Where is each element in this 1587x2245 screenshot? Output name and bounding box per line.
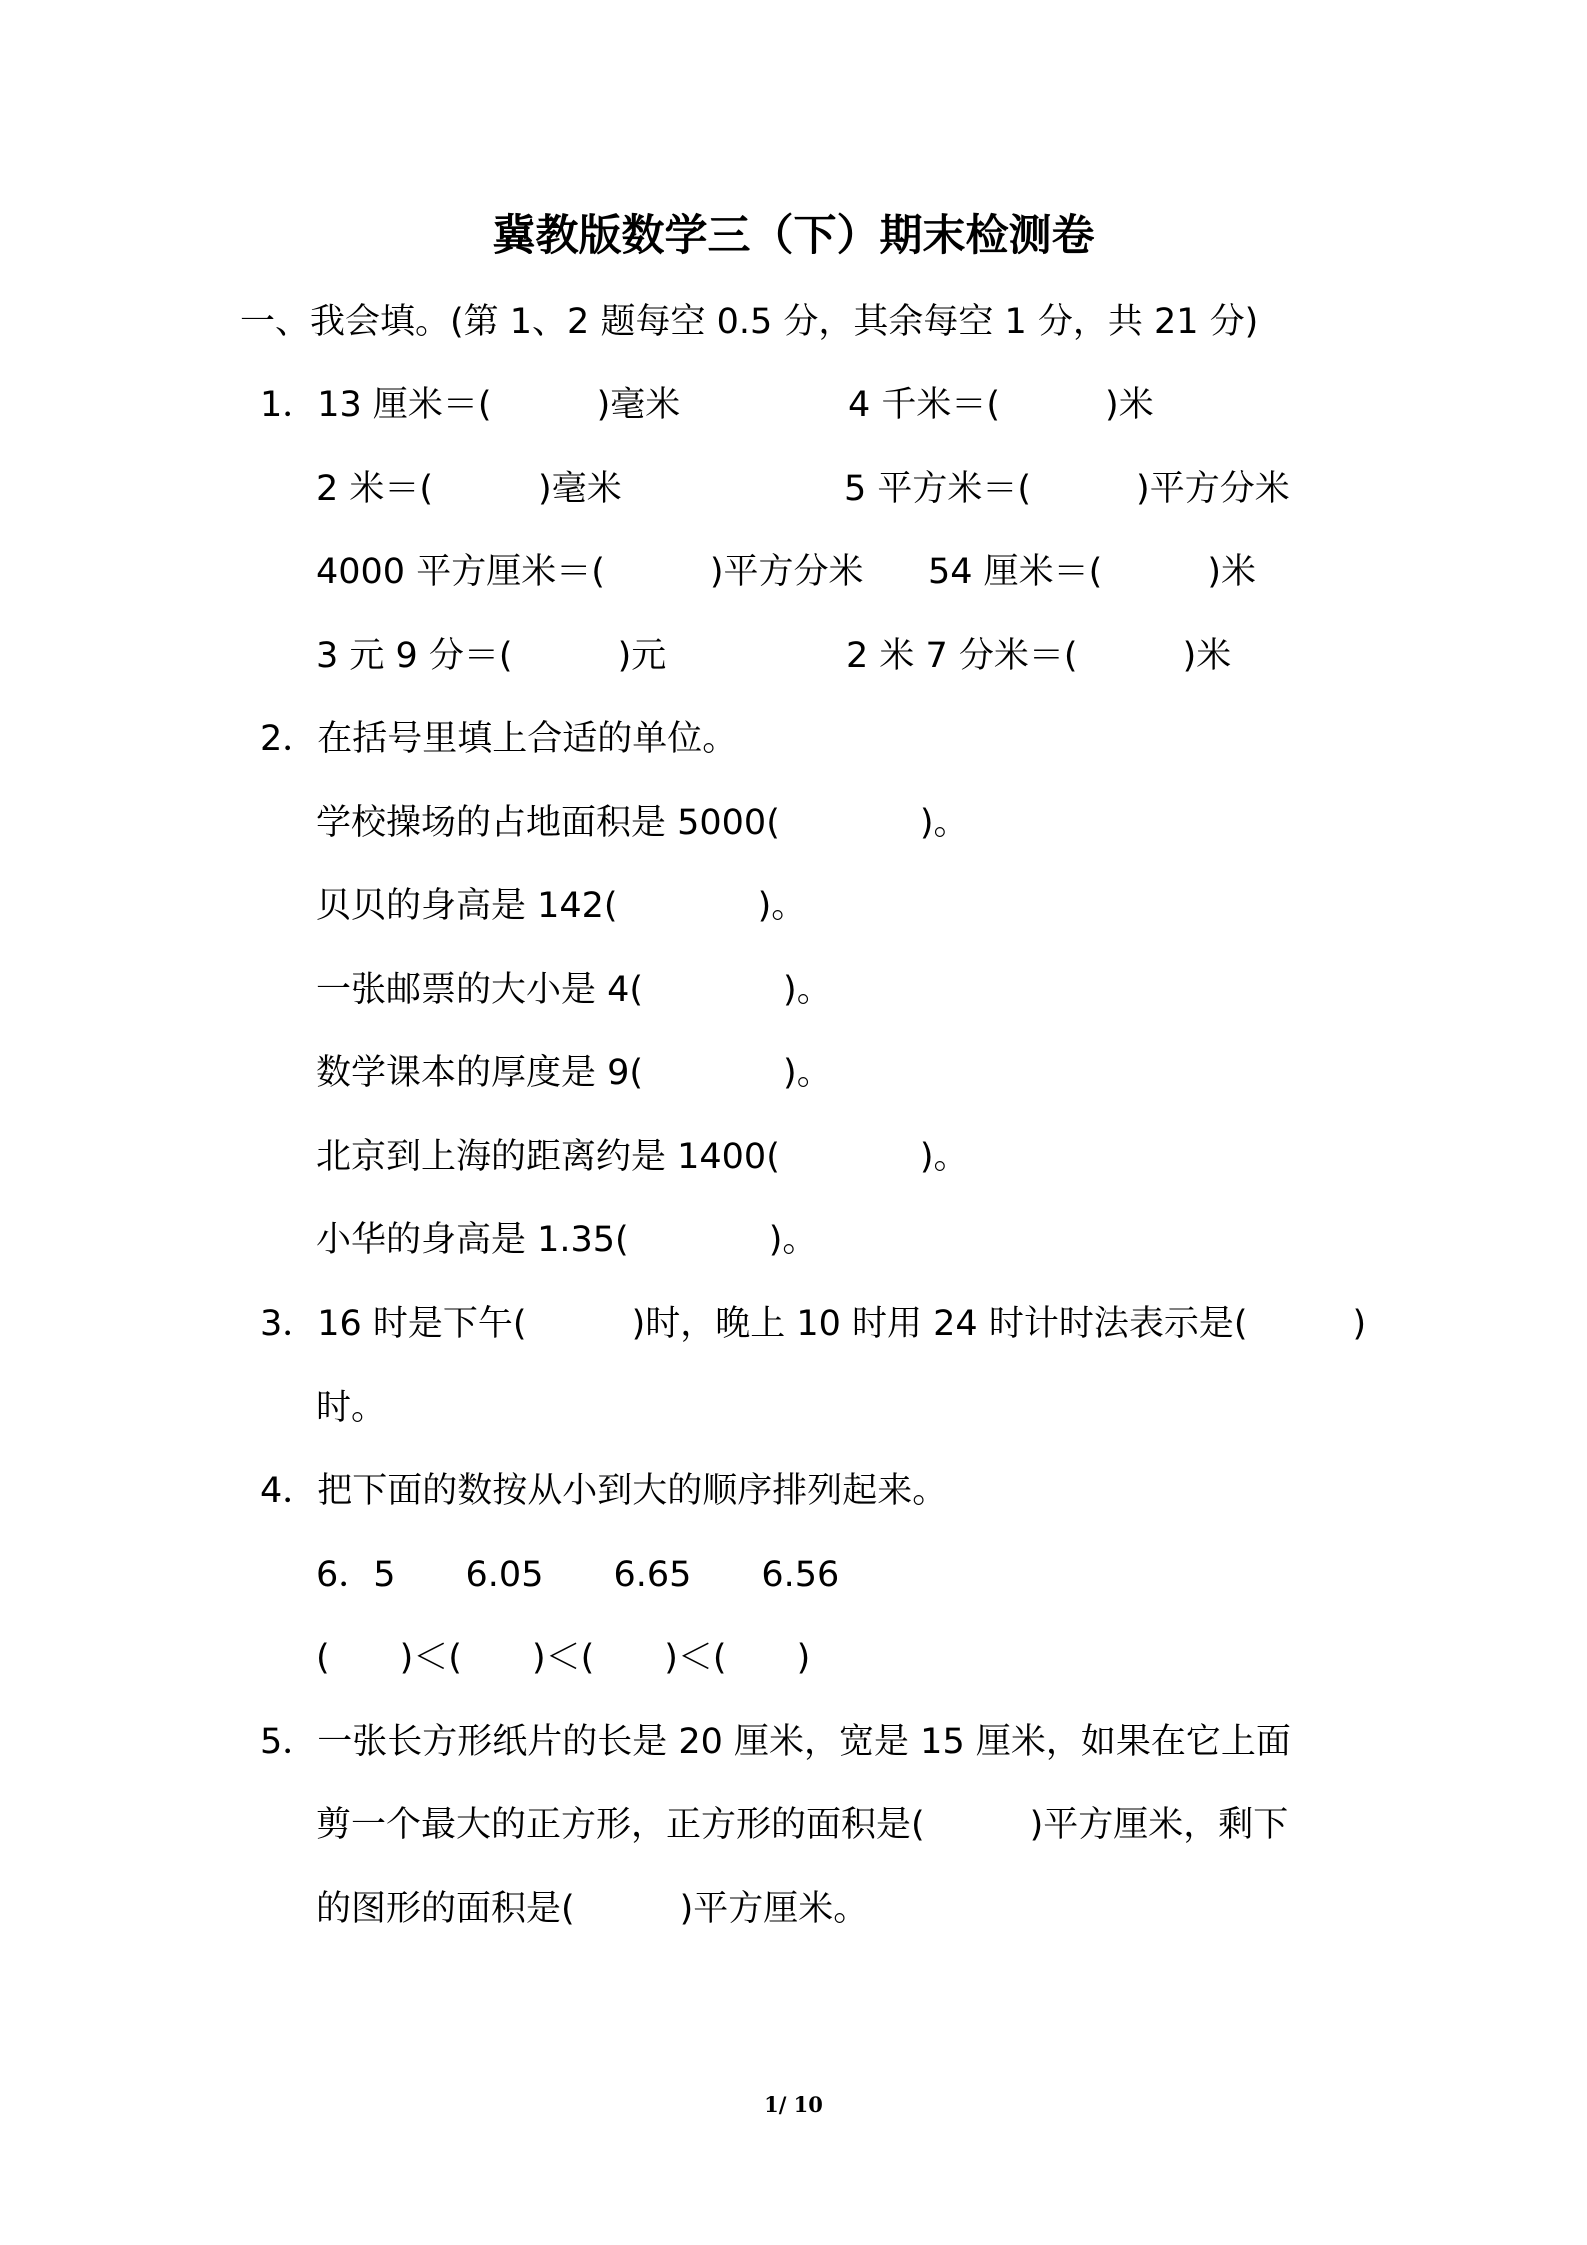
q2-item: 贝贝的身高是 142( )。 — [316, 886, 807, 926]
q4-stem: 4．把下面的数按从小到大的顺序排列起来。 — [260, 1471, 948, 1511]
page-number: 1/ 10 — [764, 2092, 823, 2117]
q2-item: 数学课本的厚度是 9( )。 — [316, 1053, 832, 1093]
q2-item: 一张邮票的大小是 4( )。 — [316, 970, 832, 1010]
q1-row3-right: 54 厘米＝( )米 — [928, 552, 1256, 592]
q2-item: 小华的身高是 1.35( )。 — [316, 1220, 818, 1260]
q1-row1-right: 4 千米＝( )米 — [848, 385, 1154, 425]
q2-item: 学校操场的占地面积是 5000( )。 — [316, 803, 969, 843]
q5-line3: 的图形的面积是( )平方厘米。 — [316, 1889, 869, 1929]
q1-row4-left: 3 元 9 分＝( )元 — [316, 636, 667, 676]
q2-item: 北京到上海的距离约是 1400( )。 — [316, 1137, 969, 1177]
q2-stem: 2．在括号里填上合适的单位。 — [260, 719, 738, 759]
exam-title: 冀教版数学三（下）期末检测卷 — [492, 211, 1095, 261]
q5-line2: 剪一个最大的正方形，正方形的面积是( )平方厘米，剩下 — [316, 1805, 1289, 1845]
q1-row2-right: 5 平方米＝( )平方分米 — [844, 469, 1290, 509]
q1-row2-left: 2 米＝( )毫米 — [316, 469, 622, 509]
q1-row3-left: 4000 平方厘米＝( )平方分米 — [316, 552, 864, 592]
q1-row1-left: 1．13 厘米＝( )毫米 — [260, 385, 681, 425]
q5-line1: 5．一张长方形纸片的长是 20 厘米，宽是 15 厘米，如果在它上面 — [260, 1722, 1291, 1762]
q3-line2: 时。 — [316, 1388, 387, 1428]
q3-line1: 3．16 时是下午( )时，晚上 10 时用 24 时计时法表示是( ) — [260, 1304, 1367, 1344]
q4-numbers: 6．5 6.05 6.65 6.56 — [316, 1555, 840, 1595]
section-heading: 一、我会填。(第 1、2 题每空 0.5 分，其余每空 1 分，共 21 分) — [240, 302, 1259, 342]
q4-blanks: ( )＜( )＜( )＜( ) — [316, 1638, 811, 1678]
q1-row4-right: 2 米 7 分米＝( )米 — [846, 636, 1232, 676]
